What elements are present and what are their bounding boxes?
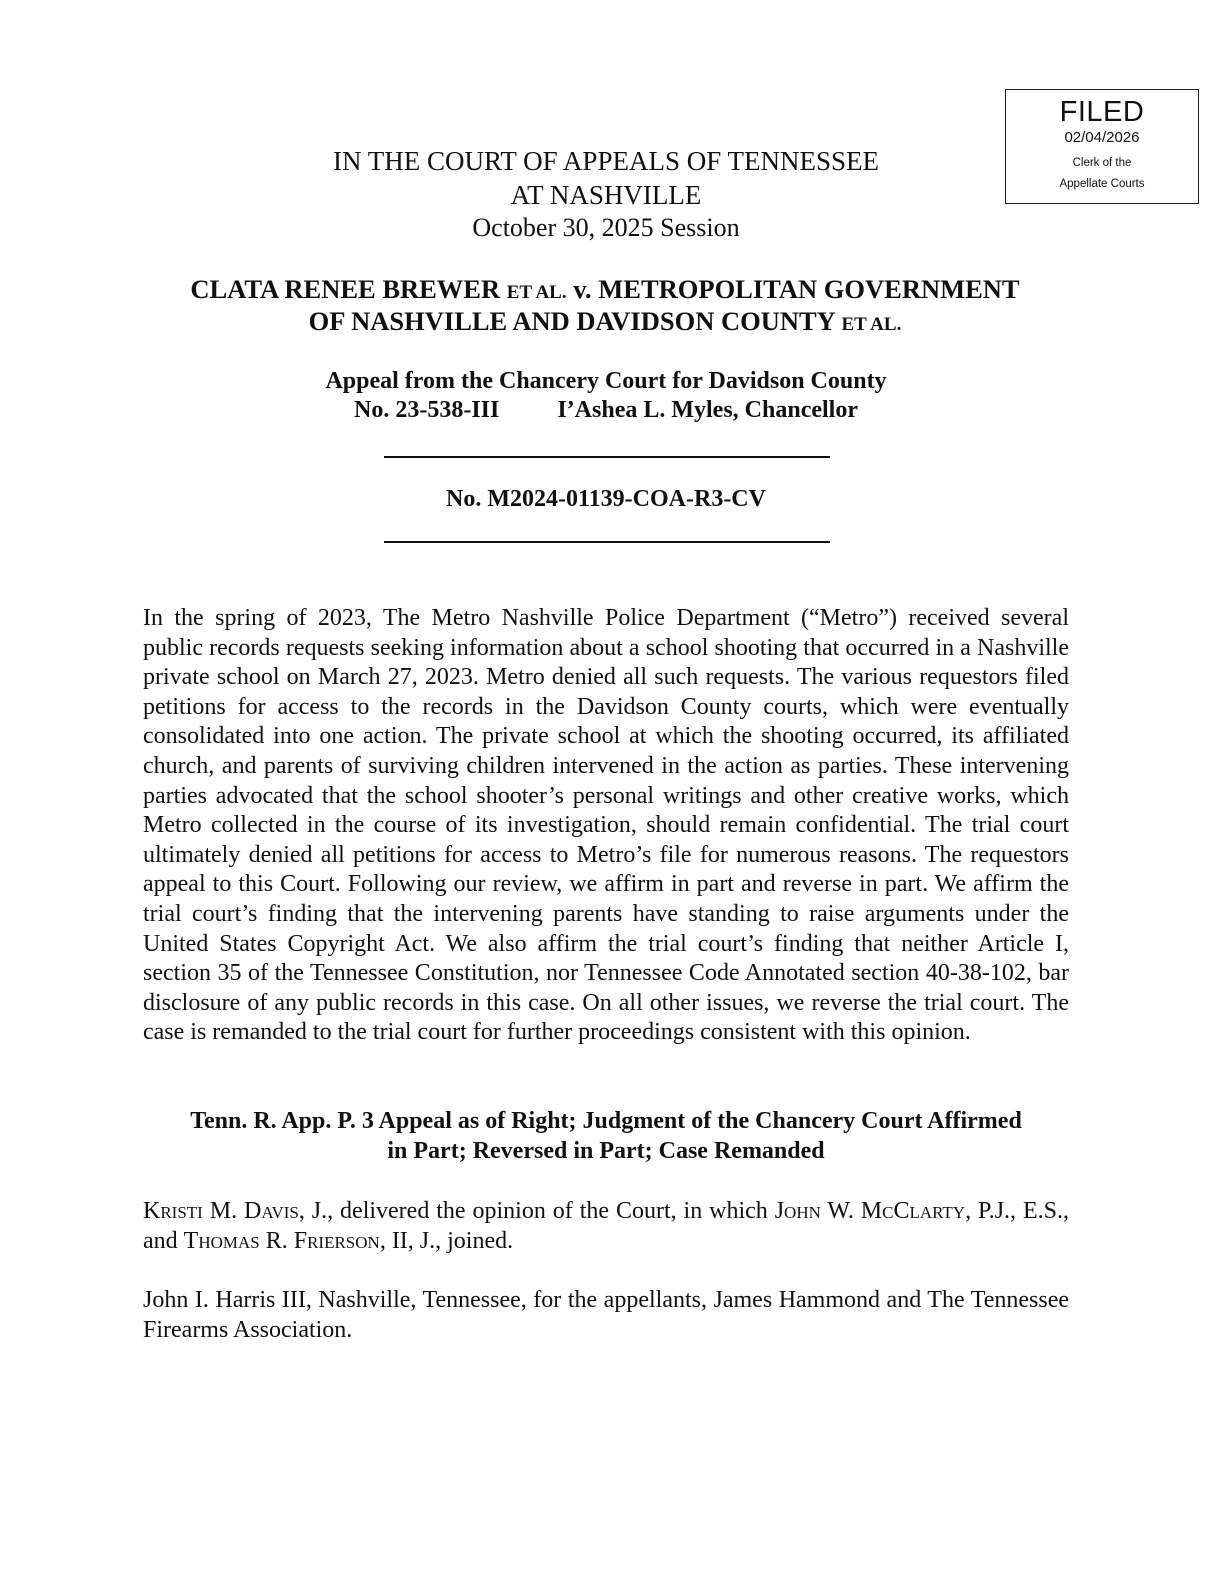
judges-text-2: , P.J., E.S., and <box>143 1198 1069 1254</box>
clerk-line-2: Appellate Courts <box>1059 178 1145 190</box>
disposition-line-1: Tenn. R. App. P. 3 Appeal as of Right; Judgment of the Chancery Court Affirmed <box>190 1108 1022 1134</box>
case-caption-line-1 <box>100 274 1110 305</box>
case-summary: In the spring of 2023, The Metro Nashville Police Department (“Metro”) received several public records requests seeking information about a school shooting that occurred in a Nashville private school on March 27, 2023. Metro denied all such requests. The various requestors filed petitions for access to the records in the Davidson County courts, which were eventually consolidated into one action. The private school at which the shooting occurred, its affiliated church, and parents of surviving children intervened in the action as parties. These intervening parties advocated that the school shooter’s personal writings and other creative works, which Metro collected in the course of its investigation, should remain confidential. The trial court ultimately denied all petitions for access to Metro’s file for numerous reasons. The requestors appeal to this Court. Following our review, we affirm in part and reverse in part. We affirm the trial court’s finding that the intervening parents have standing to raise arguments under the United States Copyright Act. We also affirm the trial court’s finding that neither Article I, section 35 of the Tennessee Constitution, nor Tennessee Code Annotated section 40-38-102, bar disclosure of any public records in this case. On all other issues, we reverse the trial court. The case is remanded to the trial court for further proceedings consistent with this opinion. <box>143 605 1069 1046</box>
caption-party-1: CLATA RENEE BREWER <box>190 274 501 304</box>
divider-top <box>384 456 830 458</box>
judges-paragraph <box>143 1196 1069 1256</box>
filed-label: FILED <box>1059 96 1145 128</box>
disposition-line-2: in Part; Reversed in Part; Case Remanded <box>387 1138 825 1164</box>
counsel-paragraph: John I. Harris III, Nashville, Tennessee, for the appellants, James Hammond and The Tennessee Firearms Association. <box>143 1287 1069 1343</box>
docket-number: No. M2024-01139-COA-R3-CV <box>446 486 766 512</box>
judge-3: Thomas R. Frierson <box>183 1228 380 1254</box>
case-caption-line-2 <box>100 306 1110 337</box>
judges-text-3: , II, J., joined. <box>379 1228 514 1254</box>
caption-party-2: v. METROPOLITAN GOVERNMENT <box>573 274 1020 304</box>
court-location: AT NASHVILLE <box>510 180 702 210</box>
disposition <box>140 1106 1072 1166</box>
appeal-from: Appeal from the Chancery Court for Davidson County <box>325 368 887 394</box>
filed-stamp <box>1005 89 1199 204</box>
trial-case-number: No. 23-538-III <box>354 397 500 423</box>
divider-bottom <box>384 541 830 543</box>
caption-party-2-cont: OF NASHVILLE AND DAVIDSON COUNTY <box>308 306 835 336</box>
caption-et-al-2: ET AL. <box>841 314 902 335</box>
court-name: IN THE COURT OF APPEALS OF TENNESSEE <box>333 146 879 176</box>
judge-2: John W. McClarty <box>774 1198 966 1224</box>
trial-judge: I’Ashea L. Myles, Chancellor <box>557 397 858 423</box>
clerk-line-1: Clerk of the <box>1072 157 1132 169</box>
trial-info <box>150 397 1062 424</box>
caption-et-al-1: ET AL. <box>506 282 567 303</box>
author-judge: Kristi M. Davis <box>143 1198 299 1224</box>
court-session: October 30, 2025 Session <box>472 213 740 242</box>
judges-text-1: , J., delivered the opinion of the Court, in which <box>298 1198 775 1224</box>
filed-date: 02/04/2026 <box>1064 129 1140 146</box>
